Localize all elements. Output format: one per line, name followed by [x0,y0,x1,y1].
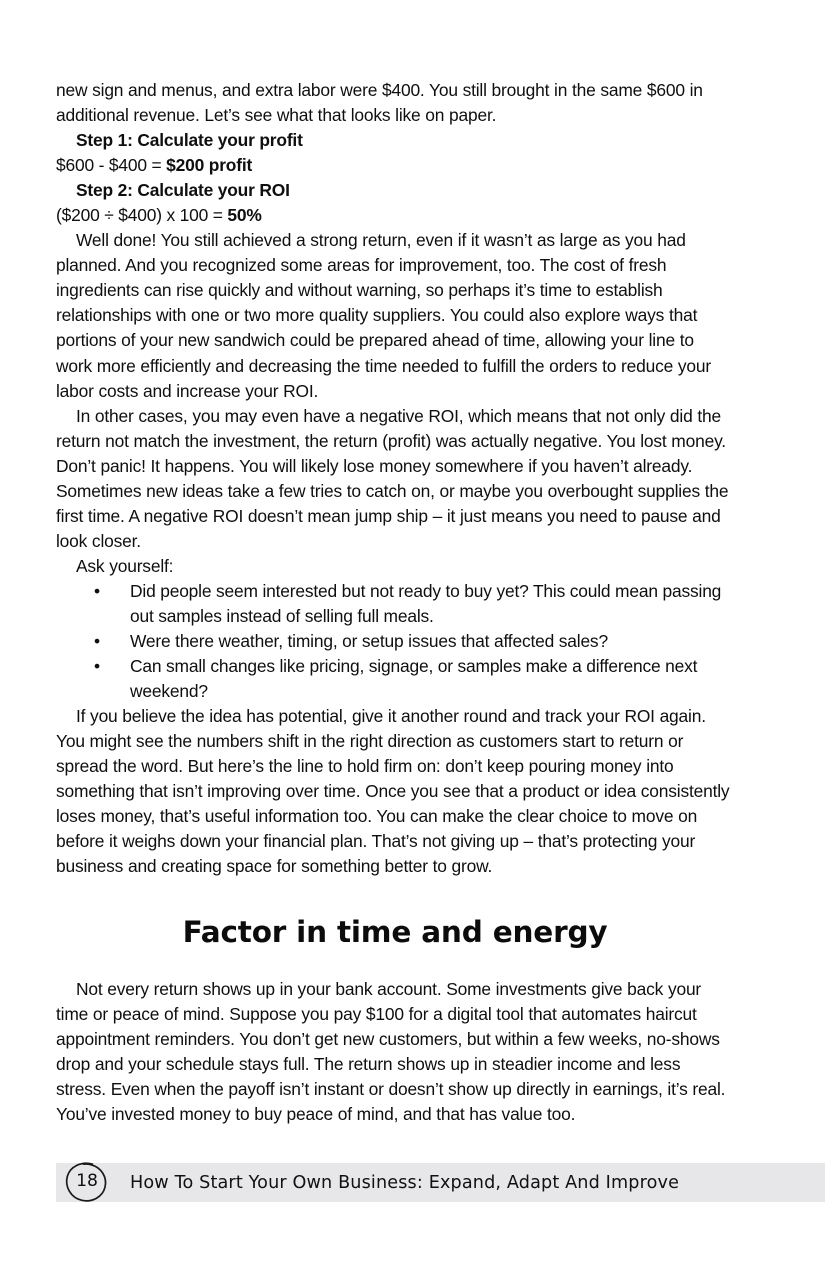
step-2-calc-expression: ($200 ÷ $400) x 100 = [56,205,228,226]
step-1-calculation [56,153,734,178]
bullet-icon: • [94,580,100,601]
list-item [56,579,734,629]
step-1-calc-result: $200 profit [166,155,253,176]
list-item-text: Did people seem interested but not ready to buy yet? This could mean passing out samples instead of selling full meals. [130,580,722,626]
list-item-text: Were there weather, timing, or setup issues that affected sales? [130,631,608,652]
paragraph-potential: If you believe the idea has potential, give it another round and track your ROI again. You might see the numbers shift in the right direction as customers start to return or spread the word. But here’s the line to hold firm on: don’t keep pouring money into something that isn’t improving over time. Once you see that a product or idea consistently loses money, that’s useful information too. You can make the clear choice to move on before it weighs down your financial plan. That’s not giving up – that’s protecting your business and creating space for something better to grow. [56,706,730,877]
paragraph-negative-roi: In other cases, you may even have a negative ROI, which means that not only did the return not match the investment, the return (profit) was actually negative. You lost money. Don’t panic! It happens. You will likely lose money somewhere if you haven’t already. Sometimes new ideas take a few tries to catch on, or maybe you overbought supplies the first time. A negative ROI doesn’t mean jump ship – it just means you need to pause and look closer. [56,405,729,551]
heading-spacer-above [56,880,734,914]
step-2-calc-result: 50% [227,205,262,226]
bullet-icon: • [94,631,100,652]
ask-yourself-label: Ask yourself: [76,555,174,576]
section-heading: Factor in time and energy [182,914,608,949]
running-title: How To Start Your Own Business: Expand, Adapt And Improve [130,1173,680,1193]
paragraph-intro: new sign and menus, and extra labor were $400. You still brought in the same $600 in additional revenue. Let’s see what that looks like on paper. [56,80,703,126]
page-content [56,78,734,1127]
bullet-icon: • [94,656,100,677]
step-1-calc-expression: $600 - $400 = [56,155,167,176]
page-footer [56,1163,825,1202]
list-item-text: Can small changes like pricing, signage, or samples make a difference next weekend? [130,656,698,702]
list-item [56,654,734,704]
list-item [56,629,734,654]
page-number: 18 [76,1171,98,1191]
page-number-badge [61,1158,113,1206]
step-2-calculation [56,203,734,228]
paragraph-well-done: Well done! You still achieved a strong return, even if it wasn’t as large as you had planned. And you recognized some areas for improvement, too. The cost of fresh ingredients can rise quickly and without warning, so perhaps it’s time to establish relationships with one or two more quality suppliers. You could also explore ways that portions of your new sandwich could be prepared ahead of time, allowing your line to work more efficiently and decreasing the time needed to fulfill the orders to reduce your labor costs and increase your ROI. [56,230,711,401]
paragraph-final: Not every return shows up in your bank account. Some investments give back your time or peace of mind. Suppose you pay $100 for a digital tool that automates haircut appointment reminders. You don’t get new customers, but within a few weeks, no-shows drop and your schedule stays full. The return shows up in steadier income and less stress. Even when the payoff isn’t instant or doesn’t show up directly in earnings, it’s real. You’ve invested money to buy peace of mind, and that has value too. [56,978,726,1124]
heading-spacer-below [56,950,734,977]
step-1-heading: Step 1: Calculate your profit [76,130,303,151]
step-2-heading: Step 2: Calculate your ROI [76,180,290,201]
question-list [56,579,734,704]
